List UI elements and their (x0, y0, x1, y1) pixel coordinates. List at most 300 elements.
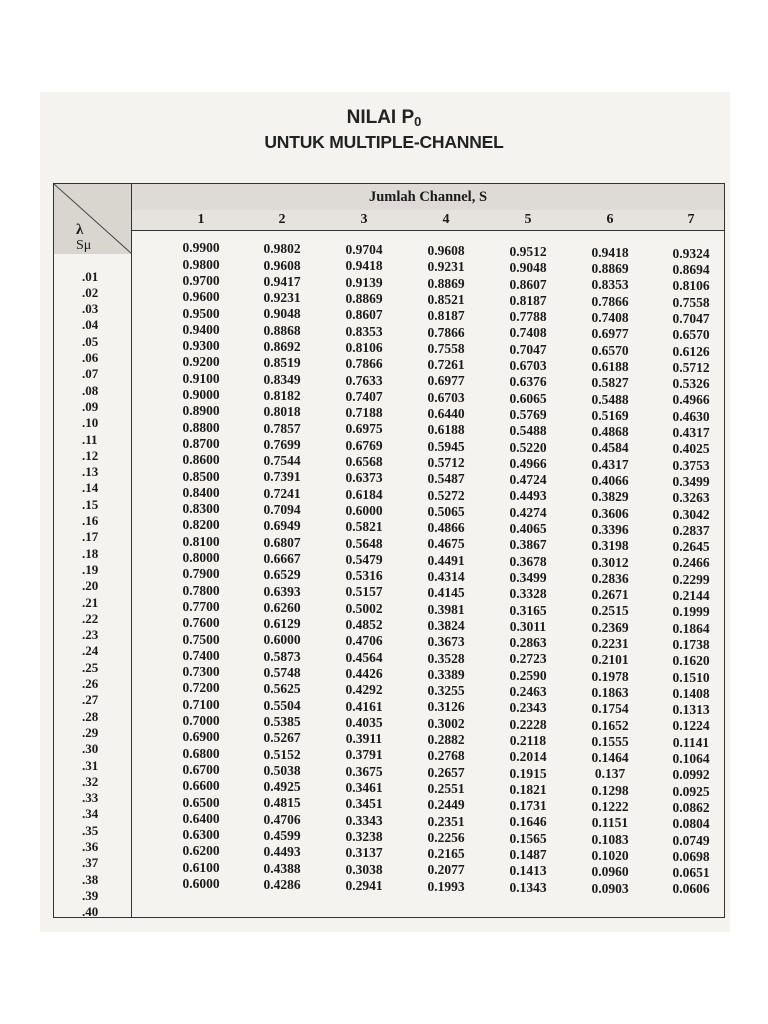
row-label: .27 (82, 692, 99, 708)
table-cell: 0.7047 (672, 310, 710, 326)
lambda-label: λ (76, 222, 84, 238)
row-label: .34 (82, 806, 99, 822)
table-cell: 0.4493 (509, 488, 547, 504)
table-cell: 0.7200 (182, 680, 220, 696)
table-cell: 0.2882 (427, 732, 465, 747)
table-cell: 0.5712 (427, 454, 465, 470)
table-cell: 0.0992 (672, 767, 710, 783)
table-cell: 0.5385 (263, 713, 301, 729)
table-cell: 0.6703 (509, 358, 547, 373)
table-cell: 0.2671 (591, 587, 629, 603)
table-cell: 0.6188 (591, 358, 629, 374)
row-label: .03 (82, 301, 99, 317)
row-label: .05 (82, 333, 99, 349)
table-cell: 0.9802 (263, 241, 301, 257)
table-cell: 0.4966 (509, 455, 547, 471)
table-cell: 0.3328 (509, 586, 547, 602)
row-label: .19 (82, 561, 99, 577)
table-cell: 0.9417 (263, 273, 301, 289)
table-cell: 0.7408 (509, 325, 547, 341)
table-cell: 0.3791 (345, 747, 383, 763)
table-cell: 0.5002 (345, 600, 383, 616)
table-cell: 0.8500 (182, 468, 220, 484)
table-cell: 0.2077 (427, 862, 465, 878)
table-cell: 0.2231 (591, 636, 629, 651)
table-cell: 0.2014 (509, 749, 547, 765)
row-label: .38 (82, 871, 99, 887)
row-label: .23 (82, 627, 99, 643)
table-cell: 0.3981 (427, 601, 465, 617)
row-label: .13 (82, 464, 99, 480)
table-cell: 0.7866 (427, 324, 465, 340)
table-cell: 0.5487 (427, 471, 465, 487)
row-label: .25 (82, 659, 99, 675)
table-cell: 0.7544 (263, 453, 301, 469)
table-cell: 0.0903 (591, 880, 629, 896)
table-cell: 0.5326 (672, 376, 710, 392)
row-labels (54, 254, 132, 920)
table-cell: 0.8900 (182, 403, 220, 419)
table-cell: 0.2657 (427, 764, 465, 780)
table-cell: 0.6600 (182, 778, 220, 794)
table-cell: 0.8106 (345, 339, 383, 355)
row-label: .40 (82, 904, 99, 920)
column-header-3: 3 (360, 212, 368, 227)
table-cell: 0.6000 (263, 632, 301, 648)
table-cell: 0.2941 (345, 877, 383, 893)
table-cell: 0.1413 (509, 863, 547, 879)
table-cell: 0.1343 (509, 879, 547, 895)
table-cell: 0.0862 (672, 799, 710, 815)
table-cell: 0.6529 (263, 567, 301, 583)
table-cell: 0.6188 (427, 422, 465, 438)
row-label: .10 (82, 415, 99, 431)
table-cell: 0.6667 (263, 550, 301, 566)
table-cell: 0.9200 (182, 354, 220, 370)
table-cell: 0.8800 (182, 419, 220, 435)
table-cell: 0.8694 (672, 262, 710, 277)
table-cell: 0.4274 (509, 504, 547, 520)
row-label: .07 (82, 366, 99, 382)
table-cell: 0.0651 (672, 865, 710, 881)
table-cell: 0.1298 (591, 782, 629, 798)
table-cell: 0.3042 (672, 506, 710, 522)
table-cell: 0.6977 (591, 326, 629, 342)
table-cell: 0.4675 (427, 536, 465, 552)
table-cell: 0.3343 (345, 812, 383, 828)
table-cell: 0.2228 (509, 716, 547, 732)
table-cell: 0.7900 (182, 566, 220, 582)
table-cell: 0.8182 (263, 387, 301, 403)
table-cell: 0.0749 (672, 832, 710, 848)
table-cell: 0.8869 (427, 275, 465, 291)
table-cell: 0.6568 (345, 454, 383, 469)
table-cell: 0.9000 (182, 387, 220, 402)
row-label: .09 (82, 398, 99, 414)
table-cell: 0.9600 (182, 289, 220, 305)
table-cell: 0.1151 (591, 815, 629, 831)
table-cell: 0.8349 (263, 371, 301, 387)
table-cell: 0.5712 (672, 359, 710, 375)
table-cell: 0.0925 (672, 783, 710, 799)
table-cell: 0.4815 (263, 795, 301, 811)
table-cell: 0.5769 (509, 406, 547, 422)
table-cell: 0.4564 (345, 649, 383, 665)
table-cell: 0.8868 (263, 322, 301, 338)
table-cell: 0.3126 (427, 699, 465, 715)
s-mu-label: Sμ (76, 238, 92, 253)
row-label: .32 (82, 773, 99, 789)
table-cell: 0.9300 (182, 338, 220, 354)
table-cell: 0.3824 (427, 617, 465, 633)
table-cell: 0.7866 (345, 356, 383, 372)
table-cell: 0.1620 (672, 653, 710, 669)
table-cell: 0.3673 (427, 634, 465, 650)
column-header-2: 2 (278, 212, 286, 227)
table-cell: 0.5873 (263, 648, 301, 664)
row-label: .39 (82, 887, 99, 903)
table-cell: 0.8700 (182, 435, 220, 451)
table-cell: 0.5648 (345, 535, 383, 551)
table-cell: 0.3499 (672, 473, 710, 489)
title-text: NILAI P (346, 107, 415, 128)
table-cell: 0.7188 (345, 405, 383, 421)
table-cell: 0.3911 (345, 731, 383, 747)
table-cell: 0.6570 (591, 342, 629, 358)
table-cell: 0.2768 (427, 748, 465, 764)
table-cell: 0.8300 (182, 501, 220, 517)
table-cell: 0.7094 (263, 502, 301, 517)
table-cell: 0.3461 (345, 780, 383, 795)
table-cell: 0.3238 (345, 828, 383, 844)
row-label: .37 (82, 855, 99, 871)
table-cell: 0.8187 (509, 292, 547, 308)
table-cell: 0.4491 (427, 552, 465, 568)
table-cell: 0.9048 (509, 260, 547, 276)
table-cell: 0.4066 (591, 473, 629, 488)
row-label: .04 (82, 317, 99, 333)
table-cell: 0.4065 (509, 521, 547, 536)
table-cell: 0.4724 (509, 472, 547, 488)
table-cell: 0.7866 (591, 293, 629, 309)
table-cell: 0.6200 (182, 843, 220, 859)
probability-table (53, 183, 725, 918)
table-cell: 0.6126 (672, 343, 710, 359)
column-header-4: 4 (442, 212, 450, 227)
table-cell: 0.8519 (263, 355, 301, 371)
table-cell: 0.9418 (345, 258, 383, 274)
table-cell: 0.7633 (345, 372, 383, 388)
table-cell: 0.4966 (672, 392, 710, 408)
corner-diagonal (54, 184, 132, 254)
table-cell: 0.8521 (427, 291, 465, 307)
table-cell: 0.9231 (427, 259, 465, 275)
table-cell: 0.137 (594, 766, 626, 782)
table-cell: 0.1863 (591, 684, 629, 700)
page-subtitle: UNTUK MULTIPLE-CHANNEL (264, 132, 504, 152)
table-cell: 0.1978 (591, 668, 629, 684)
table-cell: 0.2101 (591, 652, 629, 668)
row-label: .29 (82, 724, 99, 740)
table-cell: 0.6440 (427, 406, 465, 421)
table-cell: 0.8000 (182, 550, 220, 565)
table-cell: 0.1646 (509, 814, 547, 830)
page-title (0, 107, 768, 129)
table-cell: 0.7300 (182, 664, 220, 680)
table-cell: 0.4388 (263, 860, 301, 876)
title-subscript: 0 (414, 114, 422, 129)
table-cell: 0.9324 (672, 245, 710, 261)
table-cell: 0.6129 (263, 616, 301, 632)
row-label: .12 (82, 447, 99, 463)
table-cell: 0.6807 (263, 534, 301, 550)
table-cell: 0.6700 (182, 761, 220, 777)
table-cell: 0.6975 (345, 421, 383, 437)
table-cell: 0.9418 (591, 244, 629, 260)
table-cell: 0.8692 (263, 339, 301, 354)
table-cell: 0.1064 (672, 751, 710, 766)
table-cell: 0.4286 (263, 876, 301, 892)
table-cell: 0.3255 (427, 683, 465, 699)
table-cell: 0.8869 (345, 291, 383, 306)
table-cell: 0.7400 (182, 647, 220, 663)
table-cell: 0.6260 (263, 599, 301, 615)
table-cell: 0.2863 (509, 635, 547, 651)
table-cell: 0.5827 (591, 375, 629, 391)
table-cell: 0.4630 (672, 408, 710, 424)
table-cell: 0.8353 (591, 277, 629, 293)
table-cell: 0.9048 (263, 306, 301, 322)
table-cell: 0.4145 (427, 585, 465, 601)
table-cell: 0.4035 (345, 714, 383, 730)
table-cell: 0.5479 (345, 551, 383, 567)
table-cell: 0.9512 (509, 243, 547, 259)
row-label: .18 (82, 545, 99, 561)
row-label: .15 (82, 496, 99, 512)
table-cell: 0.0804 (672, 816, 710, 832)
table-cell: 0.1222 (591, 799, 629, 814)
table-cell: 0.1565 (509, 830, 547, 846)
row-label: .11 (82, 431, 98, 447)
table-cell: 0.9608 (263, 257, 301, 273)
table-cell: 0.2118 (509, 732, 547, 748)
table-cell: 0.8018 (263, 404, 301, 420)
row-label: .22 (82, 610, 99, 626)
table-cell: 0.2449 (427, 797, 465, 813)
table-cell: 0.0606 (672, 881, 710, 897)
table-cell: 0.1083 (591, 831, 629, 847)
row-label: .35 (82, 822, 99, 838)
table-cell: 0.6065 (509, 390, 547, 406)
table-cell: 0.7800 (182, 582, 220, 598)
table-cell: 0.7047 (509, 341, 547, 357)
table-cell: 0.8607 (509, 276, 547, 292)
table-cell: 0.2299 (672, 571, 710, 587)
table-cell: 0.4866 (427, 520, 465, 536)
table-cell: 0.3675 (345, 763, 383, 779)
table-cell: 0.9139 (345, 274, 383, 290)
row-label: .33 (82, 790, 99, 806)
table-cell: 0.6393 (263, 583, 301, 599)
table-cell: 0.7407 (345, 388, 383, 404)
table-cell: 0.3528 (427, 650, 465, 666)
table-cell: 0.8400 (182, 484, 220, 500)
table-cell: 0.6000 (345, 502, 383, 518)
table-cell: 0.5748 (263, 665, 301, 680)
table-cell: 0.5272 (427, 487, 465, 503)
table-cell: 0.8106 (672, 278, 710, 294)
row-label: .08 (82, 382, 99, 398)
table-cell: 0.6977 (427, 373, 465, 389)
table-corner (54, 184, 132, 254)
table-cell: 0.7558 (672, 294, 710, 310)
table-cell: 0.9500 (182, 305, 220, 321)
table-cell: 0.2463 (509, 684, 547, 699)
table-cell: 0.1652 (591, 717, 629, 733)
table-cell: 0.5945 (427, 438, 465, 454)
table-cell: 0.2369 (591, 619, 629, 635)
table-cell: 0.7100 (182, 696, 220, 712)
table-cell: 0.5169 (591, 407, 629, 423)
table-cell: 0.7408 (591, 310, 629, 325)
table-cell: 0.3396 (591, 521, 629, 537)
table-cell: 0.2645 (672, 539, 710, 555)
table-cell: 0.9100 (182, 370, 220, 386)
table-cell: 0.8100 (182, 533, 220, 549)
table-cell: 0.8869 (591, 261, 629, 277)
row-label: .01 (82, 268, 99, 284)
table-cell: 0.2466 (672, 555, 710, 571)
table-cell: 0.4161 (345, 698, 383, 714)
row-label: .26 (82, 676, 99, 691)
table-cell: 0.7261 (427, 357, 465, 373)
row-label: .16 (82, 513, 99, 528)
table-cell: 0.2256 (427, 829, 465, 845)
table-cell: 0.3389 (427, 666, 465, 682)
table-cell: 0.4292 (345, 682, 383, 698)
table-cell: 0.1738 (672, 636, 710, 652)
row-label: .02 (82, 284, 99, 300)
table-cell: 0.6400 (182, 810, 220, 826)
table-cell: 0.1821 (509, 781, 547, 797)
table-cell: 0.1555 (591, 733, 629, 749)
table-cell: 0.4868 (591, 424, 629, 440)
table-cell: 0.6184 (345, 486, 383, 502)
table-cell: 0.1224 (672, 718, 710, 734)
table-cell: 0.5157 (345, 584, 383, 600)
table-cell: 0.2590 (509, 667, 547, 683)
table-cell: 0.3038 (345, 861, 383, 877)
column-header-6: 6 (606, 212, 614, 227)
table-cell: 0.2144 (672, 588, 710, 603)
row-label: .21 (82, 594, 99, 610)
table-cell: 0.4317 (591, 456, 629, 472)
table-cell: 0.4426 (345, 665, 383, 681)
row-label: .31 (82, 757, 99, 773)
table-cell: 0.1993 (427, 878, 465, 894)
row-label: .14 (82, 480, 99, 496)
table-cell: 0.6500 (182, 794, 220, 810)
table-cell: 0.1864 (672, 620, 710, 636)
table-cell: 0.3606 (591, 505, 629, 521)
table-cell: 0.3753 (672, 457, 710, 473)
table-cell: 0.1020 (591, 847, 629, 863)
table-cell: 0.1915 (509, 765, 547, 781)
table-cell: 0.3867 (509, 537, 547, 553)
row-label: .30 (82, 741, 99, 757)
table-cell: 0.6376 (509, 374, 547, 390)
table-cell: 0.2837 (672, 522, 710, 538)
row-label: .06 (82, 350, 99, 365)
row-label: .20 (82, 578, 99, 594)
table-cell: 0.7788 (509, 309, 547, 325)
table-cell: 0.6769 (345, 437, 383, 453)
table-cell: 0.2551 (427, 780, 465, 796)
table-cell: 0.1313 (672, 702, 710, 718)
row-label: .28 (82, 708, 99, 724)
table-cell: 0.1754 (591, 701, 629, 717)
table-cell: 0.4025 (672, 441, 710, 457)
table-cell: 0.3499 (509, 569, 547, 585)
table-cell: 0.3198 (591, 538, 629, 554)
channel-header: Jumlah Channel, S (132, 184, 724, 211)
table-cell: 0.4314 (427, 569, 465, 584)
table-cell: 0.6000 (182, 876, 220, 891)
table-cell: 0.3137 (345, 845, 383, 861)
table-cell: 0.6703 (427, 389, 465, 405)
table-cell: 0.8200 (182, 517, 220, 533)
table-cell: 0.7391 (263, 469, 301, 485)
table-cell: 0.5316 (345, 568, 383, 584)
table-cell: 0.5504 (263, 697, 301, 713)
table-cell: 0.1141 (672, 734, 710, 750)
table-cell: 0.3451 (345, 796, 383, 812)
table-cell: 0.9900 (182, 240, 220, 256)
table-cell: 0.7500 (182, 631, 220, 647)
table-cell: 0.1510 (672, 669, 710, 685)
table-cell: 0.5267 (263, 730, 301, 746)
table-cell: 0.1487 (509, 847, 547, 862)
table-cell: 0.3263 (672, 490, 710, 506)
table-cell: 0.9800 (182, 256, 220, 272)
table-cell: 0.6900 (182, 729, 220, 745)
table-cell: 0.9700 (182, 272, 220, 288)
table-cell: 0.4317 (672, 425, 710, 440)
row-label: .36 (82, 839, 99, 854)
row-label: .17 (82, 529, 99, 545)
table-cell: 0.4925 (263, 779, 301, 795)
table-cell: 0.0698 (672, 848, 710, 864)
table-cell: 0.6300 (182, 827, 220, 843)
table-cell: 0.5488 (509, 423, 547, 439)
table-cell: 0.5220 (509, 439, 547, 455)
table-cell: 0.2836 (591, 570, 629, 586)
table-cell: 0.4599 (263, 828, 301, 843)
table-cell: 0.1731 (509, 798, 547, 814)
table-cell: 0.3829 (591, 489, 629, 505)
table-body (132, 230, 724, 917)
table-cell: 0.9704 (345, 242, 383, 258)
table-cell: 0.7857 (263, 420, 301, 436)
table-cell: 0.6570 (672, 327, 710, 343)
table-cell: 0.7600 (182, 615, 220, 631)
table-cell: 0.1408 (672, 685, 710, 701)
table-cell: 0.7700 (182, 598, 220, 614)
table-cell: 0.9608 (427, 243, 465, 258)
table-cell: 0.8607 (345, 307, 383, 323)
table-cell: 0.3165 (509, 602, 547, 618)
column-header-row (132, 210, 724, 231)
